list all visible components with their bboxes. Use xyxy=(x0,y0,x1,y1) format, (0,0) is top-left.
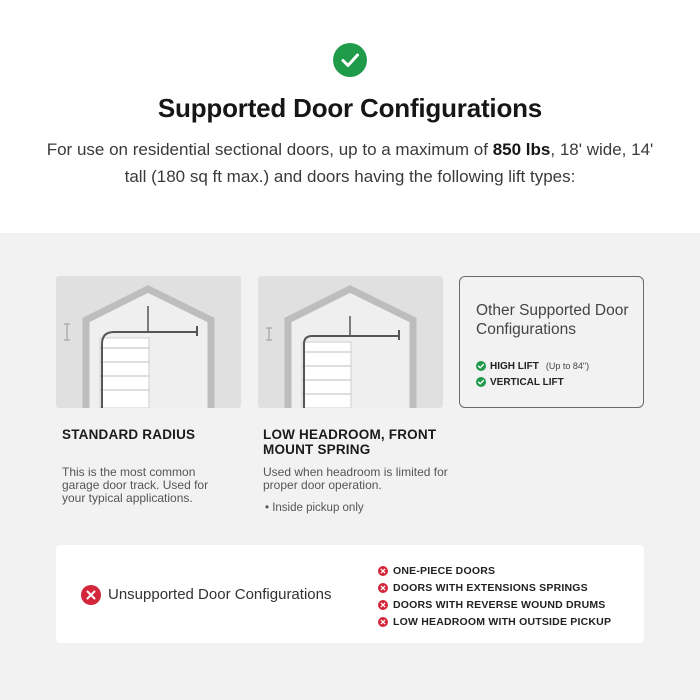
other-supported-item xyxy=(476,375,564,389)
subtitle-text: For use on residential sectional doors, up to a maximum of xyxy=(46,140,493,159)
unsupported-label: Unsupported Door Configurations xyxy=(108,586,332,603)
unsupported-item xyxy=(378,562,611,579)
unsupported-configurations-box xyxy=(56,545,644,643)
unsupported-item xyxy=(378,596,611,613)
other-item-note: (Up to 84") xyxy=(545,361,590,371)
unsupported-item-label: ONE-PIECE DOORS xyxy=(393,564,496,577)
check-icon xyxy=(333,43,367,77)
other-item-label: VERTICAL LIFT xyxy=(490,376,564,388)
other-supported-title: Other Supported Door Configurations xyxy=(476,302,629,338)
page-subtitle xyxy=(40,136,660,190)
subtitle-text-end: , 18' wide, 14' tall (180 sq ft max.) and doors having the following lift types: xyxy=(124,140,654,186)
x-icon xyxy=(378,583,388,593)
x-icon xyxy=(378,566,388,576)
other-supported-item xyxy=(476,359,589,373)
page-title: Supported Door Configurations xyxy=(157,93,543,123)
unsupported-item xyxy=(378,613,611,630)
unsupported-item-label: DOORS WITH REVERSE WOUND DRUMS xyxy=(393,598,606,611)
max-weight: 850 lbs xyxy=(492,140,551,159)
other-item-label: HIGH LIFT xyxy=(490,360,539,372)
config-title-low-headroom: LOW HEADROOM, FRONT MOUNT SPRING xyxy=(263,427,437,457)
x-icon xyxy=(378,617,388,627)
unsupported-list xyxy=(378,562,611,630)
low-headroom-illustration xyxy=(258,276,443,408)
check-icon xyxy=(476,361,486,371)
config-description-standard-radius: This is the most common garage door track. Used for your typical applications. xyxy=(62,465,209,505)
x-icon xyxy=(81,585,101,605)
unsupported-item-label: DOORS WITH EXTENSIONS SPRINGS xyxy=(393,581,588,594)
configurations-panel xyxy=(0,233,700,700)
unsupported-item xyxy=(378,579,611,596)
other-supported-box xyxy=(459,276,644,408)
check-icon xyxy=(476,377,486,387)
config-bullet-low-headroom: • Inside pickup only xyxy=(265,502,364,514)
unsupported-item-label: LOW HEADROOM WITH OUTSIDE PICKUP xyxy=(393,615,612,628)
config-title-standard-radius: STANDARD RADIUS xyxy=(62,427,196,442)
header-section xyxy=(0,0,700,233)
standard-radius-illustration xyxy=(56,276,241,408)
config-description-low-headroom: Used when headroom is limited for proper door operation. xyxy=(263,465,448,492)
x-icon xyxy=(378,600,388,610)
